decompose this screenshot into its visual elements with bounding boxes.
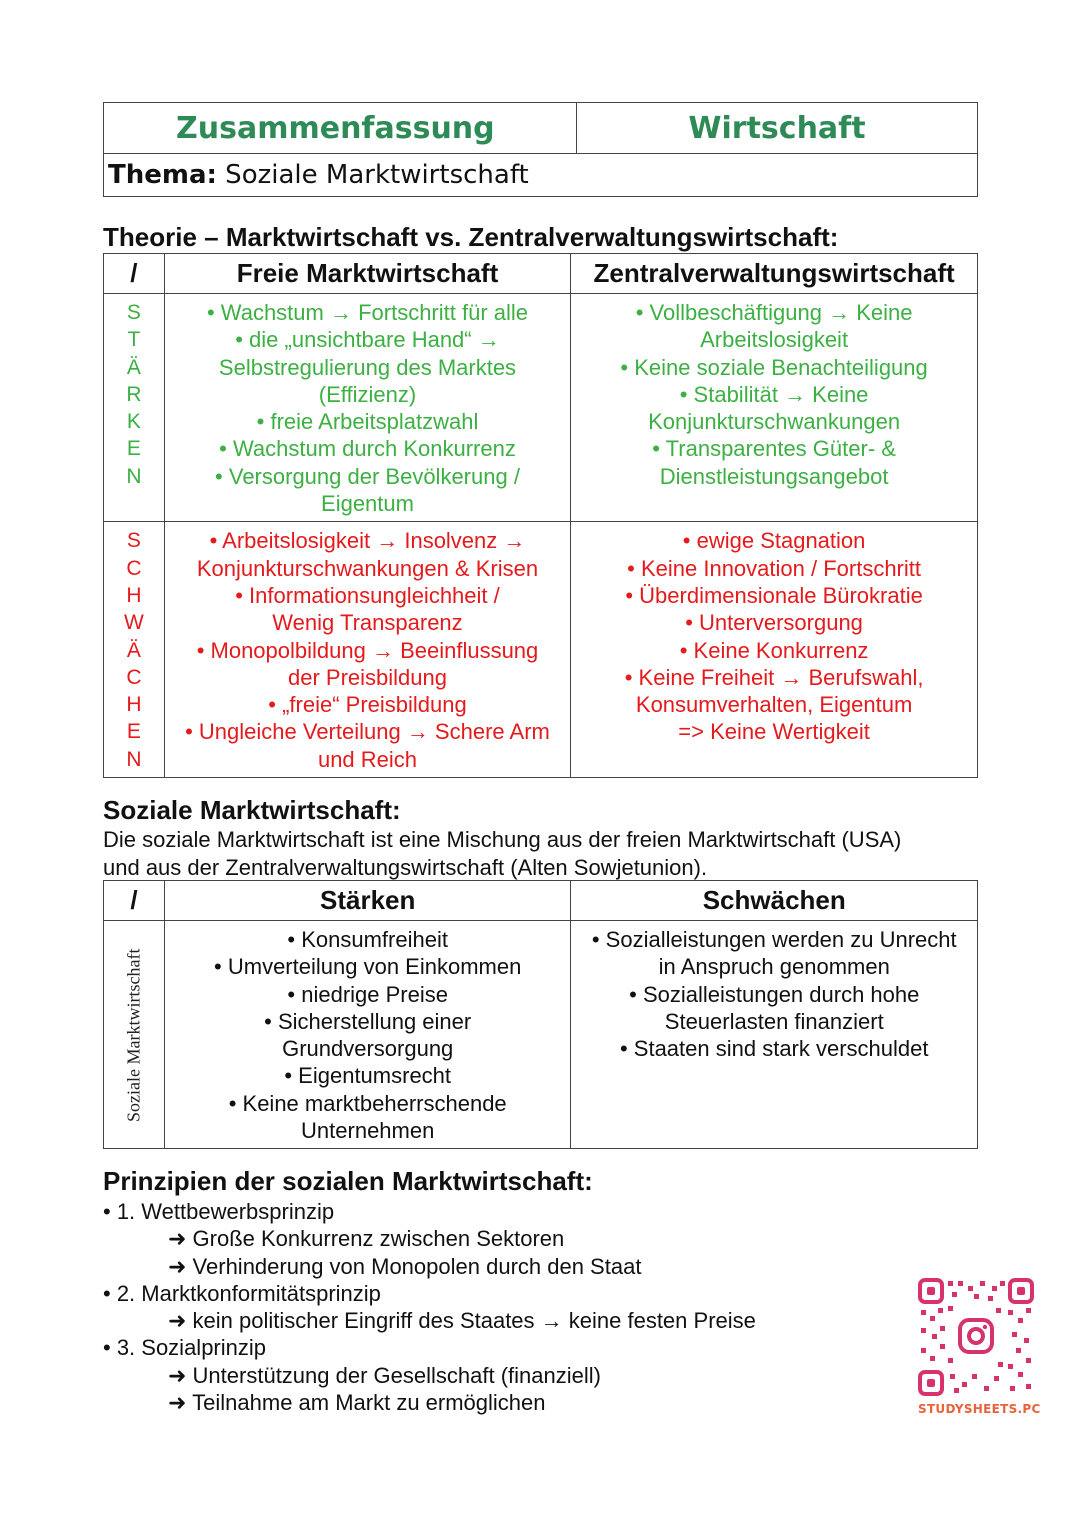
social-col2-header: Schwächen	[571, 881, 978, 921]
list-item: • Unterversorgung	[685, 610, 863, 636]
central-strengths-cell	[571, 294, 978, 522]
list-item: • Sozialleistungen durch hohe	[629, 981, 920, 1007]
list-item: Wenig Transparenz	[272, 610, 463, 636]
principles-title: Prinzipien der sozialen Marktwirtschaft:	[103, 1166, 593, 1196]
list-item: • Keine Freiheit → Berufswahl,	[624, 664, 924, 690]
list-item: Steuerlasten finanziert	[664, 1008, 884, 1034]
topic-value: Soziale Marktwirtschaft	[216, 160, 529, 190]
list-item: • Versorgung der Bevölkerung /	[215, 463, 520, 489]
list-item: • Keine Konkurrenz	[679, 637, 869, 663]
list-item: • Wachstum → Fortschritt für alle	[206, 300, 529, 325]
list-item: Konjunkturschwankungen & Krisen	[196, 555, 539, 581]
list-item: • Monopolbildung → Beeinflussung	[196, 637, 539, 663]
letter: S	[126, 529, 141, 553]
letter: K	[126, 410, 141, 434]
weaknesses-vertical-label	[104, 522, 165, 778]
free-weaknesses-cell	[164, 522, 570, 778]
principle-item: • 2. Marktkonformitätsprinzip	[103, 1280, 381, 1306]
list-item: • Vollbeschäftigung → Keine	[635, 300, 913, 325]
list-item: => Keine Wertigkeit	[678, 719, 870, 745]
list-item: • Umverteilung von Einkommen	[214, 954, 522, 980]
letter: E	[126, 437, 141, 461]
list-item: der Preisbildung	[288, 664, 447, 690]
list-item: • Transparentes Güter- &	[652, 436, 896, 462]
social-intro	[103, 826, 1003, 881]
principle-subitem: ➜ Teilnahme am Markt zu ermöglichen	[168, 1390, 546, 1416]
letter: N	[126, 747, 142, 771]
central-weaknesses-cell	[571, 522, 978, 778]
letter: H	[126, 583, 142, 607]
list-item: Dienstleistungsangebot	[659, 463, 889, 489]
list-item: • die „unsichtbare Hand“ →	[235, 327, 500, 353]
letter: N	[126, 464, 142, 488]
social-table	[103, 880, 978, 1149]
list-item: Arbeitslosigkeit	[700, 327, 849, 353]
letter: Ä	[126, 638, 141, 662]
list-item: Konjunkturschwankungen	[648, 409, 901, 435]
intro-line: und aus der Zentralverwaltungswirtschaft (Alten Sowjetunion).	[103, 854, 708, 880]
theory-title: Theorie – Marktwirtschaft vs. Zentralverwaltungswirtschaft:	[103, 222, 839, 252]
list-item: • Sozialleistungen werden zu Unrecht	[591, 927, 957, 952]
weaknesses-row	[104, 522, 978, 778]
principle-subitem: ➜ Große Konkurrenz zwischen Sektoren	[168, 1226, 565, 1252]
list-item: Konsumverhalten, Eigentum	[635, 692, 913, 718]
social-strengths-cell	[164, 921, 571, 1149]
theory-table	[103, 253, 978, 778]
social-col0-header: /	[104, 881, 165, 921]
list-item: • niedrige Preise	[287, 981, 448, 1007]
list-item: • freie Arbeitsplatzwahl	[256, 409, 479, 435]
letter: R	[126, 382, 142, 406]
list-item: Eigentum	[321, 491, 414, 517]
list-item: Unternehmen	[301, 1118, 435, 1144]
list-item: • Staaten sind stark verschuldet	[619, 1036, 929, 1062]
list-item: • Keine soziale Benachteiligung	[620, 354, 928, 380]
social-row-label: Soziale Marktwirtschaft	[123, 947, 144, 1122]
principle-subitem: ➜ Unterstützung der Gesellschaft (finanziell)	[168, 1362, 601, 1388]
header-right-title: Wirtschaft	[688, 110, 866, 146]
letter: T	[127, 328, 141, 352]
social-col1-header: Stärken	[164, 881, 571, 921]
social-header-row	[104, 881, 978, 921]
letter: W	[123, 611, 144, 635]
principle-subitem: ➜ Verhinderung von Monopolen durch den Staat	[168, 1253, 642, 1279]
strengths-row	[104, 294, 978, 522]
brand-label: STUDYSHEETS.PC	[918, 1402, 1041, 1416]
letter: E	[126, 720, 141, 744]
free-strengths-cell	[164, 294, 570, 522]
letter: Ä	[126, 355, 141, 379]
list-item: in Anspruch genommen	[658, 954, 890, 980]
list-item: • Wachstum durch Konkurrenz	[219, 436, 516, 462]
list-item: Selbstregulierung des Marktes	[218, 354, 517, 380]
letter: H	[126, 693, 142, 717]
principle-item: • 1. Wettbewerbsprinzip	[103, 1199, 335, 1224]
letter: C	[126, 556, 142, 580]
list-item: (Effizienz)	[318, 381, 417, 407]
principle-item: • 3. Sozialprinzip	[103, 1335, 267, 1361]
topic-row	[104, 154, 977, 196]
header-box	[103, 102, 978, 197]
header-title-row	[104, 103, 977, 154]
list-item: • ewige Stagnation	[682, 528, 866, 554]
header-left-title: Zusammenfassung	[104, 103, 577, 153]
list-item: Grundversorgung	[282, 1036, 454, 1062]
list-item: • Stabilität → Keine	[679, 381, 869, 407]
list-item: • Arbeitslosigkeit → Insolvenz →	[209, 528, 526, 554]
list-item: • Sicherstellung einer	[264, 1008, 472, 1034]
principle-subitem: ➜ kein politischer Eingriff des Staates → keine festen Preise	[168, 1308, 756, 1334]
theory-header-row	[104, 254, 978, 294]
social-title: Soziale Marktwirtschaft:	[103, 795, 401, 825]
list-item: • Keine Innovation / Fortschritt	[627, 555, 921, 581]
list-item: • Informationsungleichheit /	[235, 582, 500, 608]
letter: C	[126, 665, 142, 689]
intro-line: Die soziale Marktwirtschaft ist eine Mischung aus der freien Marktwirtschaft (USA)	[103, 827, 902, 852]
list-item: • Eigentumsrecht	[284, 1063, 452, 1089]
letter: S	[126, 301, 141, 324]
list-item: • Ungleiche Verteilung → Schere Arm	[185, 719, 550, 745]
principles-list	[103, 1198, 756, 1416]
qr-code-icon	[918, 1278, 1034, 1396]
social-row-label-cell	[104, 921, 165, 1149]
topic-label: Thema:	[108, 160, 217, 190]
list-item: • Konsumfreiheit	[287, 927, 448, 952]
theory-col1-header: Freie Marktwirtschaft	[164, 254, 570, 294]
theory-col2-header: Zentralverwaltungswirtschaft	[571, 254, 978, 294]
list-item: • Keine marktbeherrschende	[228, 1090, 507, 1116]
list-item: • „freie“ Preisbildung	[268, 692, 467, 718]
list-item: • Überdimensionale Bürokratie	[625, 582, 923, 608]
list-item: und Reich	[317, 746, 418, 772]
social-weaknesses-cell	[571, 921, 978, 1149]
theory-col0-header: /	[104, 254, 165, 294]
social-row	[104, 921, 978, 1149]
strengths-vertical-label	[104, 294, 165, 522]
